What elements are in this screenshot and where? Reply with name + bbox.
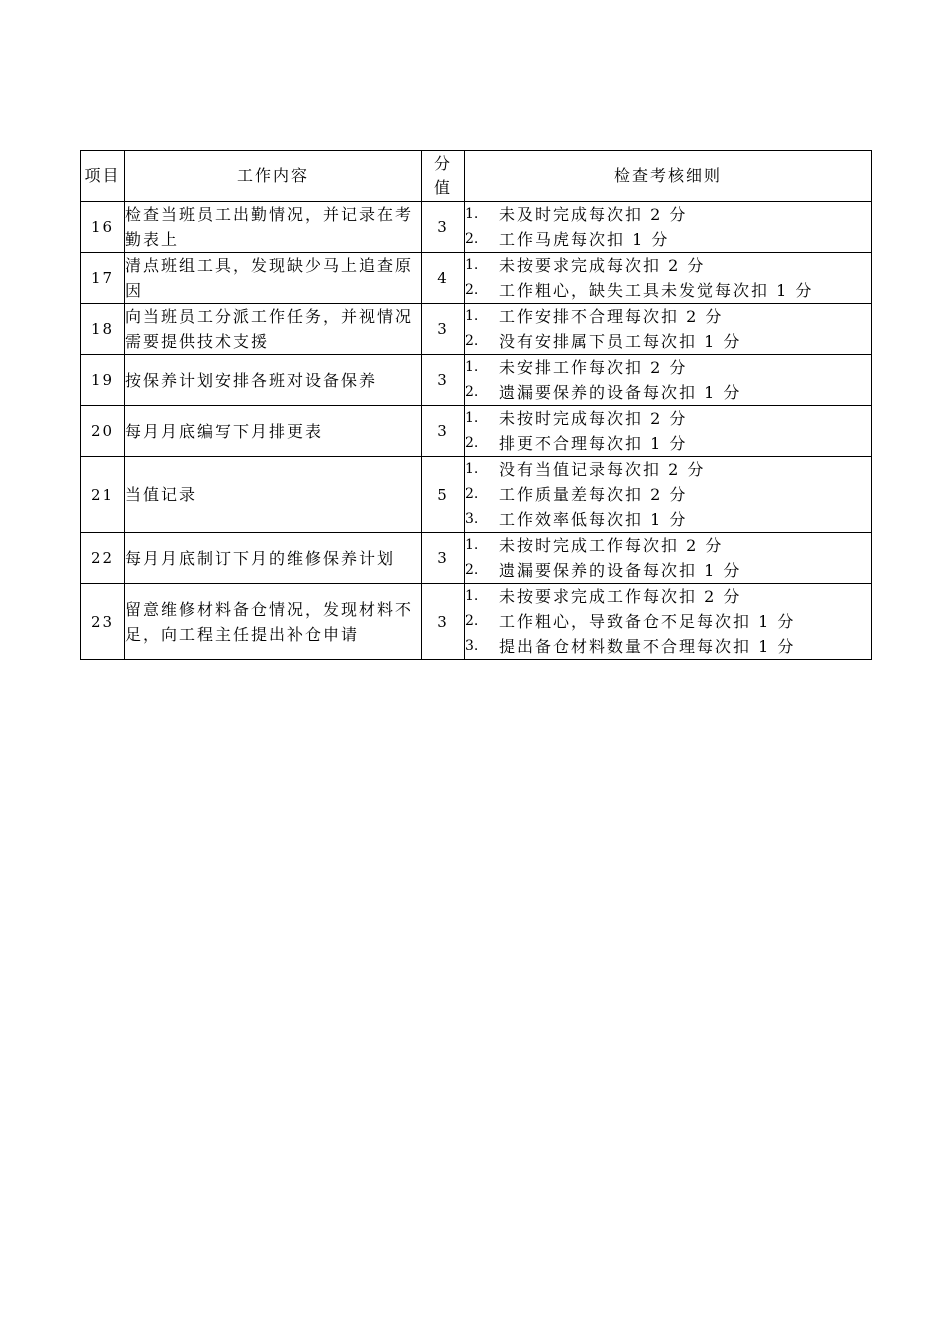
rule-number: 1. (465, 359, 479, 375)
rule-number: 1. (465, 588, 479, 604)
row-score: 3 (422, 304, 465, 355)
rule-number: 2. (465, 562, 479, 578)
rule-number: 3. (465, 511, 479, 527)
row-work-content: 按保养计划安排各班对设备保养 (125, 355, 422, 406)
row-work-content: 每月月底编写下月排更表 (125, 406, 422, 457)
row-score: 3 (422, 406, 465, 457)
rule-text: 工作效率低每次扣 1 分 (499, 510, 688, 529)
rule-text: 工作质量差每次扣 2 分 (499, 485, 688, 504)
header-rules: 检查考核细则 (465, 151, 872, 202)
rule-text: 未按时完成工作每次扣 2 分 (499, 536, 724, 555)
row-work-content: 清点班组工具，发现缺少马上追查原因 (125, 253, 422, 304)
row-item-number: 18 (81, 304, 125, 355)
rule-text: 工作马虎每次扣 1 分 (499, 230, 670, 249)
row-score: 3 (422, 584, 465, 660)
rule-item (465, 457, 871, 482)
rule-text: 未及时完成每次扣 2 分 (499, 205, 688, 224)
rules-list (465, 533, 871, 583)
rule-text: 没有当值记录每次扣 2 分 (499, 460, 706, 479)
rule-number: 2. (465, 613, 479, 629)
rule-item (465, 329, 871, 354)
row-rules (465, 584, 872, 660)
table-row (81, 253, 872, 304)
rule-number: 2. (465, 486, 479, 502)
rule-text: 工作粗心，缺失工具未发觉每次扣 1 分 (499, 281, 814, 300)
rule-number: 1. (465, 537, 479, 553)
rules-list (465, 304, 871, 354)
row-score: 3 (422, 202, 465, 253)
rule-item (465, 406, 871, 431)
table-row (81, 406, 872, 457)
row-rules (465, 533, 872, 584)
row-work-content: 向当班员工分派工作任务，并视情况需要提供技术支援 (125, 304, 422, 355)
table-row (81, 584, 872, 660)
rule-text: 未安排工作每次扣 2 分 (499, 358, 688, 377)
rule-number: 1. (465, 461, 479, 477)
rule-text: 排更不合理每次扣 1 分 (499, 434, 688, 453)
rule-item (465, 380, 871, 405)
rule-number: 1. (465, 206, 479, 222)
rules-list (465, 202, 871, 252)
rule-number: 1. (465, 257, 479, 273)
table-header-row (81, 151, 872, 202)
row-work-content: 留意维修材料备仓情况，发现材料不足，向工程主任提出补仓申请 (125, 584, 422, 660)
row-rules (465, 202, 872, 253)
rule-number: 2. (465, 435, 479, 451)
table-row (81, 304, 872, 355)
rule-item (465, 202, 871, 227)
rules-list (465, 253, 871, 303)
row-rules (465, 406, 872, 457)
row-work-content: 检查当班员工出勤情况，并记录在考勤表上 (125, 202, 422, 253)
rule-item (465, 507, 871, 532)
assessment-table (80, 150, 872, 660)
rule-number: 2. (465, 231, 479, 247)
row-item-number: 16 (81, 202, 125, 253)
rule-item (465, 278, 871, 303)
row-score: 3 (422, 533, 465, 584)
rule-item (465, 634, 871, 659)
header-content: 工作内容 (125, 151, 422, 202)
table-row (81, 355, 872, 406)
header-score-bottom: 值 (433, 178, 452, 197)
rule-number: 2. (465, 282, 479, 298)
rule-item (465, 227, 871, 252)
rule-item (465, 584, 871, 609)
rule-text: 提出备仓材料数量不合理每次扣 1 分 (499, 637, 796, 656)
row-item-number: 22 (81, 533, 125, 584)
rules-list (465, 355, 871, 405)
row-rules (465, 304, 872, 355)
rules-list (465, 584, 871, 659)
table-body (81, 202, 872, 660)
rule-number: 2. (465, 384, 479, 400)
rule-item (465, 533, 871, 558)
row-rules (465, 457, 872, 533)
rule-text: 未按要求完成每次扣 2 分 (499, 256, 706, 275)
row-score: 4 (422, 253, 465, 304)
rule-text: 未按要求完成工作每次扣 2 分 (499, 587, 742, 606)
header-score-top: 分 (433, 154, 452, 173)
row-rules (465, 355, 872, 406)
table-row (81, 457, 872, 533)
rule-item (465, 609, 871, 634)
table-row (81, 533, 872, 584)
rule-text: 没有安排属下员工每次扣 1 分 (499, 332, 742, 351)
row-item-number: 21 (81, 457, 125, 533)
rule-item (465, 431, 871, 456)
rule-number: 3. (465, 638, 479, 654)
rule-text: 遗漏要保养的设备每次扣 1 分 (499, 383, 742, 402)
row-item-number: 17 (81, 253, 125, 304)
rule-item (465, 482, 871, 507)
rules-list (465, 457, 871, 532)
row-work-content: 当值记录 (125, 457, 422, 533)
row-item-number: 23 (81, 584, 125, 660)
rule-text: 遗漏要保养的设备每次扣 1 分 (499, 561, 742, 580)
rule-item (465, 355, 871, 380)
rule-item (465, 304, 871, 329)
rule-text: 工作粗心，导致备仓不足每次扣 1 分 (499, 612, 796, 631)
row-score: 3 (422, 355, 465, 406)
rule-number: 1. (465, 410, 479, 426)
rule-number: 2. (465, 333, 479, 349)
row-item-number: 19 (81, 355, 125, 406)
row-work-content: 每月月底制订下月的维修保养计划 (125, 533, 422, 584)
table-row (81, 202, 872, 253)
rule-item (465, 253, 871, 278)
header-score (422, 151, 465, 202)
rule-number: 1. (465, 308, 479, 324)
rule-text: 未按时完成每次扣 2 分 (499, 409, 688, 428)
header-item: 项目 (81, 151, 125, 202)
rules-list (465, 406, 871, 456)
rule-text: 工作安排不合理每次扣 2 分 (499, 307, 724, 326)
row-item-number: 20 (81, 406, 125, 457)
row-rules (465, 253, 872, 304)
row-score: 5 (422, 457, 465, 533)
rule-item (465, 558, 871, 583)
